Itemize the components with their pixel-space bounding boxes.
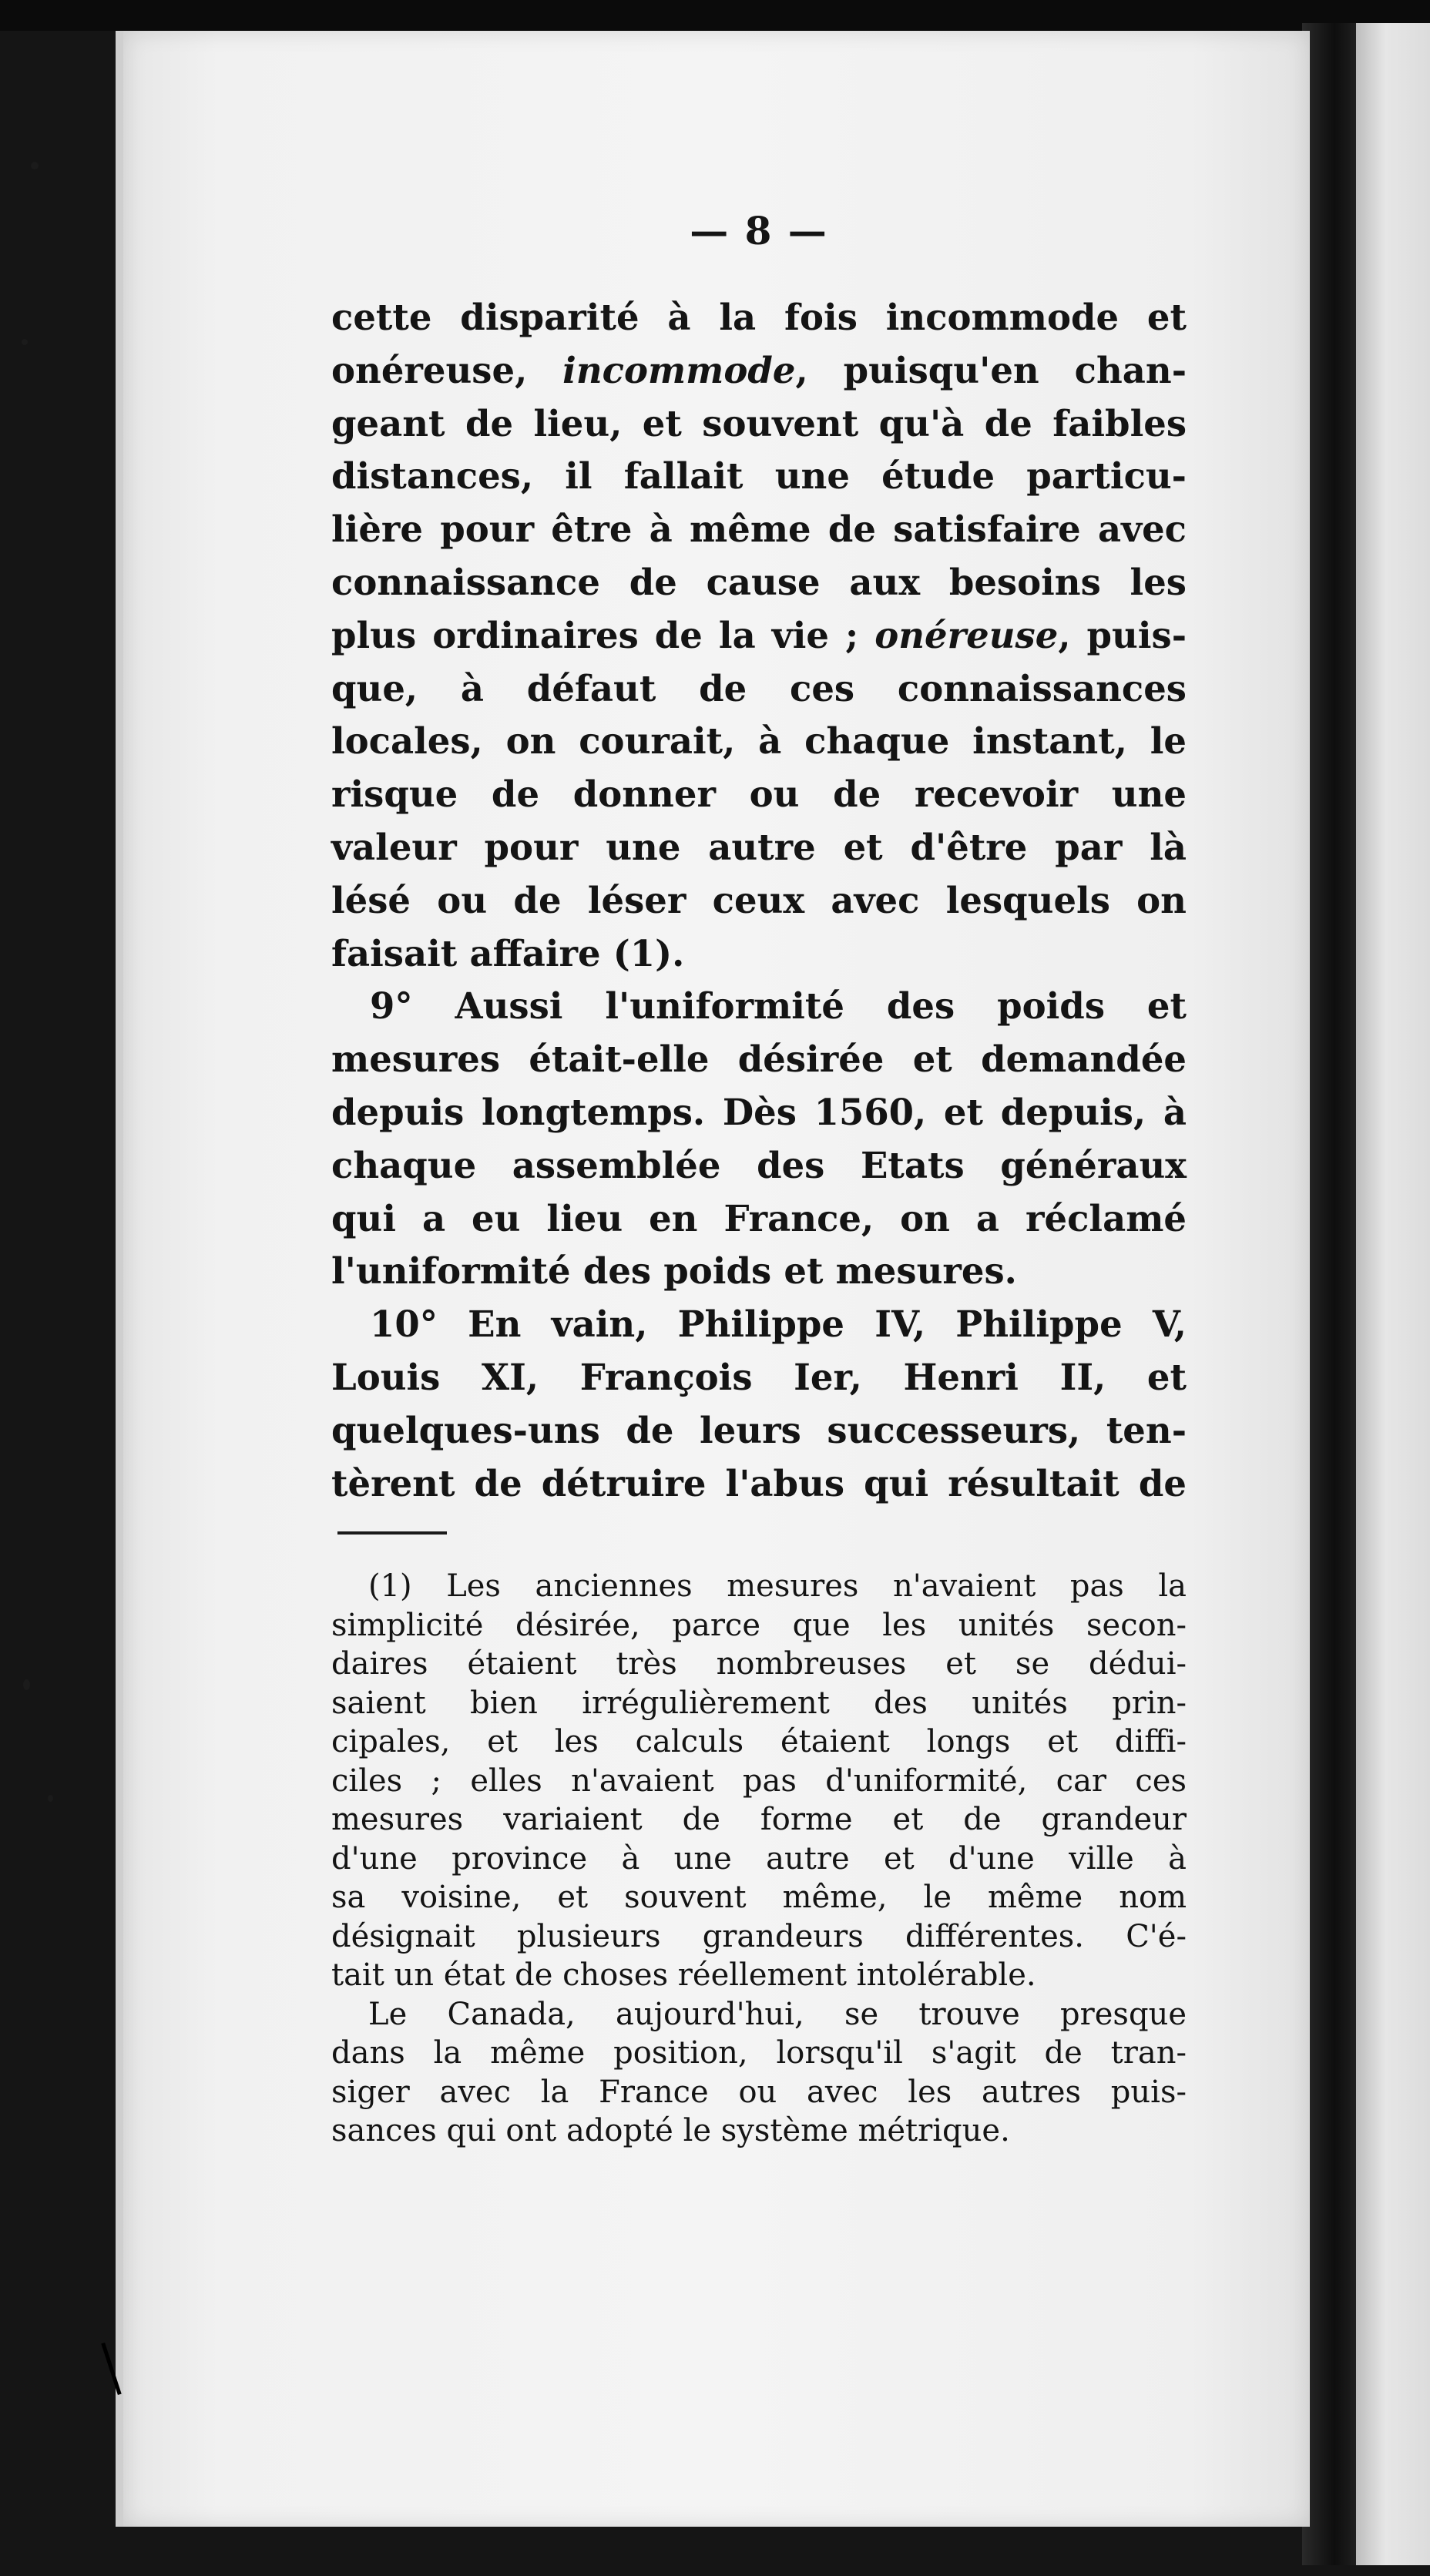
text-line: cette disparité à la fois incommode et: [331, 296, 1187, 338]
text-line: valeur pour une autre et d'être par là: [331, 825, 1187, 868]
footnote-line: mesures variaient de forme et de grandeur: [331, 1802, 1187, 1838]
footnote-line: tait un état de choses réellement intolérable.: [331, 1957, 1036, 1994]
text-line: lière pour être à même de satisfaire avec: [331, 508, 1187, 551]
paragraph-number: 9°: [370, 984, 413, 1028]
footnote-line: dans la même position, lorsqu'il s'agit de tran-: [331, 2035, 1187, 2071]
text-line: que, à défaut de ces connaissances: [331, 666, 1187, 709]
text-line: 10° En vain, Philippe IV, Philippe V,: [370, 1303, 1187, 1346]
paragraph-9: [331, 980, 1187, 1298]
text-line: l'uniformité des poids et mesures.: [331, 1249, 1017, 1293]
footnote-line: désignait plusieurs grandeurs différentes. C'é-: [331, 1918, 1187, 1954]
page-number: — 8 —: [690, 208, 828, 253]
text-line: mesures était-elle désirée et demandée: [331, 1038, 1187, 1081]
text-line: tèrent de détruire l'abus qui résultait de: [331, 1461, 1187, 1504]
italic-term: onéreuse: [874, 613, 1059, 656]
text-line: geant de lieu, et souvent qu'à de faibles: [331, 401, 1187, 444]
footnote-line: Le Canada, aujourd'hui, se trouve presque: [368, 1996, 1187, 2032]
text-line: lésé ou de léser ceux avec lesquels on: [331, 878, 1187, 921]
italic-term: incommode: [562, 348, 796, 391]
text-line: Louis XI, François Ier, Henri II, et: [331, 1355, 1187, 1398]
film-speck: [31, 162, 39, 169]
film-speck: [22, 339, 28, 345]
film-speck: [48, 1795, 53, 1802]
paragraph-10: [331, 1298, 1187, 1510]
footnote-line: siger avec la France ou avec les autres puis-: [331, 2074, 1187, 2110]
film-edge-top: [0, 0, 1430, 31]
text-line: qui a eu lieu en France, on a réclamé: [331, 1196, 1187, 1239]
footnote: [331, 1567, 1187, 2151]
facing-page-edge: [1356, 23, 1430, 2565]
footnote-line: saient bien irrégulièrement des unités prin-: [331, 1685, 1187, 1721]
footnote-separator: [337, 1531, 447, 1535]
text-line: connaissance de cause aux besoins les: [331, 560, 1187, 603]
footnote-line: ciles ; elles n'avaient pas d'uniformité, car ces: [331, 1763, 1187, 1799]
footnote-line: (1) Les anciennes mesures n'avaient pas la: [368, 1568, 1187, 1605]
footnote-line: cipales, et les calculs étaient longs et diffi-: [331, 1724, 1187, 1760]
text-line: onéreuse, incommode, puisqu'en chan-: [331, 348, 1187, 391]
text-line: quelques-uns de leurs successeurs, ten-: [331, 1408, 1187, 1451]
footnote-line: d'une province à une autre et d'une ville à: [331, 1840, 1187, 1877]
text-line: chaque assemblée des Etats généraux: [331, 1143, 1187, 1186]
text-line: faisait affaire (1).: [331, 931, 685, 974]
text-line: locales, on courait, à chaque instant, le: [331, 719, 1187, 763]
paragraph-continuation: [331, 291, 1187, 980]
text-line: depuis longtemps. Dès 1560, et depuis, à: [331, 1090, 1187, 1133]
text-line: risque de donner ou de recevoir une: [331, 773, 1187, 816]
text-line: 9° Aussi l'uniformité des poids et: [370, 984, 1187, 1028]
page-text: [331, 208, 1187, 2151]
paragraph-number: 10°: [370, 1303, 438, 1346]
footnote-line: sances qui ont adopté le système métrique.: [331, 2113, 1010, 2149]
film-speck: [23, 1679, 30, 1690]
text-line: distances, il fallait une étude particu-: [331, 454, 1187, 498]
book-gutter: [1302, 23, 1356, 2565]
text-line: plus ordinaires de la vie ; onéreuse, puis-: [331, 613, 1187, 656]
footnote-line: simplicité désirée, parce que les unités secon-: [331, 1607, 1187, 1643]
footnote-line: daires étaient très nombreuses et se dédui-: [331, 1646, 1187, 1682]
footnote-line: sa voisine, et souvent même, le même nom: [331, 1880, 1187, 1916]
